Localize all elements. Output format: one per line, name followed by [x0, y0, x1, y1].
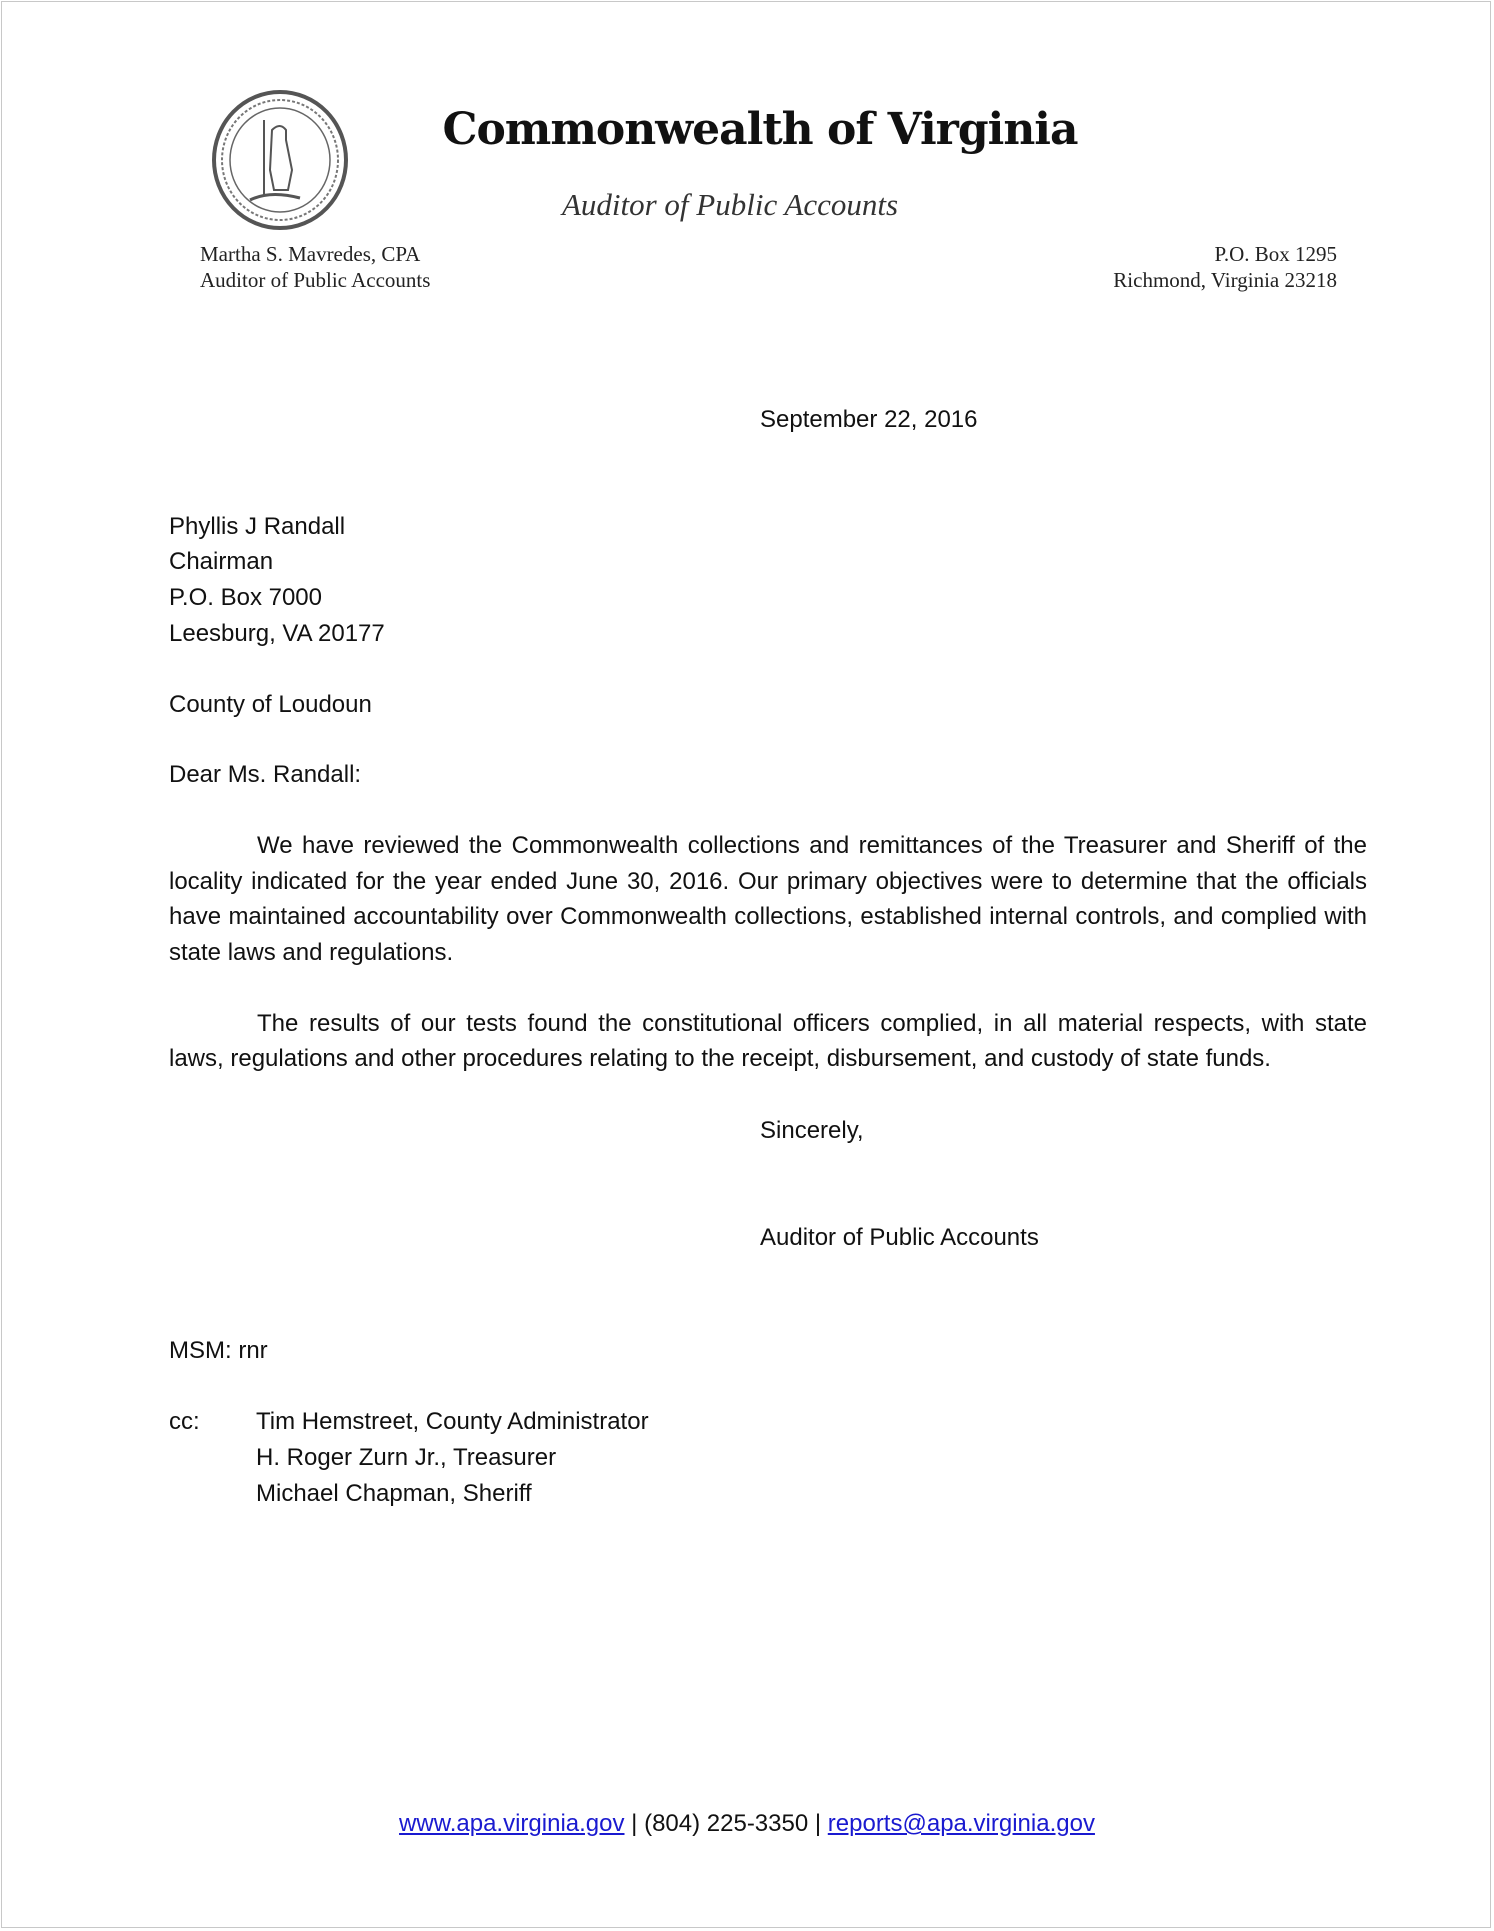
- footer-separator: |: [808, 1810, 828, 1837]
- cc-item: Michael Chapman, Sheriff: [256, 1479, 532, 1507]
- recipient-name: Phyllis J Randall: [169, 512, 346, 540]
- cc-item: H. Roger Zurn Jr., Treasurer: [256, 1443, 557, 1471]
- auditor-name-block: [200, 241, 430, 293]
- signature: Auditor of Public Accounts: [760, 1223, 1039, 1251]
- recipient-po-box: P.O. Box 7000: [169, 584, 322, 612]
- cc-block: [169, 1404, 1367, 1511]
- auditor-title: Auditor of Public Accounts: [200, 268, 431, 292]
- initials: MSM: rnr: [169, 1336, 268, 1364]
- office-po-box: P.O. Box 1295: [1214, 242, 1337, 266]
- cc-label: cc:: [169, 1408, 200, 1436]
- paragraph-2-text: The results of our tests found the constitutional officers complied, in all material respects, with state laws, regulations and other procedures relating to the receipt, disbursement, and custody of state funds.: [169, 1009, 1367, 1073]
- website-link[interactable]: www.apa.virginia.gov: [399, 1810, 625, 1837]
- county-name: County of Loudoun: [169, 690, 372, 718]
- paragraph-1-text: We have reviewed the Commonwealth collections and remittances of the Treasurer and Sheriff of the locality indicated for the year ended June 30, 2016. Our primary objectives were to determine that the officials have maintained accountability over Commonwealth collections, established internal controls, and complied with state laws and regulations.: [169, 831, 1367, 967]
- office-address-block: [1113, 241, 1337, 293]
- paragraph-2: [169, 1006, 1367, 1077]
- footer-separator: |: [624, 1810, 645, 1837]
- letter-date: September 22, 2016: [760, 406, 978, 433]
- phone-number: (804) 225-3350: [644, 1810, 809, 1837]
- salutation: Dear Ms. Randall:: [169, 761, 362, 789]
- paragraph-1: [169, 828, 1367, 971]
- letter-body: [169, 402, 1367, 1511]
- letterhead-title: Commonwealth of Virginia: [442, 104, 1078, 155]
- recipient-title: Chairman: [169, 548, 274, 576]
- cc-item: Tim Hemstreet, County Administrator: [256, 1408, 649, 1436]
- office-city: Richmond, Virginia 23218: [1113, 268, 1337, 292]
- closing: Sincerely,: [760, 1117, 864, 1145]
- footer: [0, 1806, 1494, 1842]
- recipient-address: [169, 509, 1367, 652]
- email-link[interactable]: reports@apa.virginia.gov: [827, 1810, 1095, 1837]
- auditor-name: Martha S. Mavredes, CPA: [200, 242, 421, 266]
- recipient-city: Leesburg, VA 20177: [169, 619, 385, 647]
- virginia-seal-logo: [210, 90, 350, 230]
- cc-list: [256, 1404, 649, 1511]
- letterhead-subtitle: Auditor of Public Accounts: [561, 187, 899, 222]
